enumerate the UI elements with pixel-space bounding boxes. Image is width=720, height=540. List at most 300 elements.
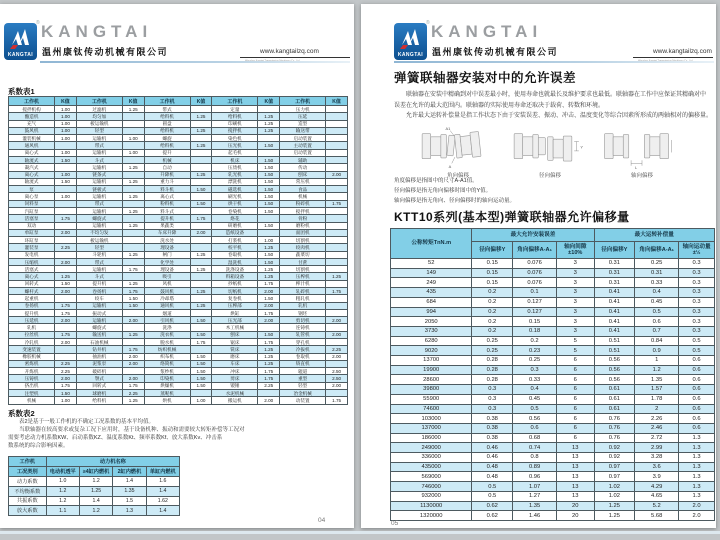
table-cell <box>55 266 77 273</box>
table-cell: 2.99 <box>635 443 679 453</box>
table-cell: 3 <box>557 326 594 336</box>
column-header: 工作机 <box>9 97 55 106</box>
website-url: www.kangtailzq.com <box>653 48 712 55</box>
table-cell: 2.00 <box>122 317 144 324</box>
ktt10-subheader: 径向偏移Y <box>472 242 513 259</box>
table-cell: 刨床 <box>280 171 326 178</box>
table-cell: 2.50 <box>326 375 348 382</box>
column-header: K值 <box>122 97 144 106</box>
table-cell: 1.25 <box>258 353 280 360</box>
table-cell: 1.25 <box>122 164 144 171</box>
table-cell: 0.46 <box>472 453 513 463</box>
table-cell: 通风机 <box>9 142 55 149</box>
table-cell: 斗轮机 <box>76 251 122 258</box>
table-cell: 烙花 <box>212 215 258 222</box>
table-row <box>9 113 348 120</box>
table-cell: 1.75 <box>190 339 212 346</box>
table-cell: 2.50 <box>326 368 348 375</box>
table-cell <box>326 127 348 134</box>
table-cell: 0.6 <box>679 385 715 395</box>
table2-notes <box>8 418 343 450</box>
table-cell: 103000 <box>391 414 472 424</box>
table-cell: 1.50 <box>258 156 280 163</box>
table-cell: 249 <box>391 278 472 288</box>
table-cell: 2.00 <box>122 353 144 360</box>
table-cell: 1.50 <box>190 186 212 193</box>
table-cell: 1.27 <box>513 491 557 501</box>
table-row <box>9 375 348 382</box>
table-cell: 升降机 <box>144 171 190 178</box>
table-cell: 1.25 <box>190 113 212 120</box>
table-cell: 酿造机 <box>9 113 55 120</box>
table-row <box>391 336 715 346</box>
table-cell: 1.25 <box>122 193 144 200</box>
table-cell: 给料机 <box>144 127 190 134</box>
table-cell: 0.31 <box>594 259 635 269</box>
table-cell: 1.50 <box>55 156 77 163</box>
table-cell: 离心式 <box>9 171 55 178</box>
table-cell: 脱水机 <box>144 339 190 346</box>
table-cell: 起毛机 <box>212 149 258 156</box>
table-cell <box>190 237 212 244</box>
table-cell: 1.75 <box>258 375 280 382</box>
table-cell: 2.25 <box>326 346 348 353</box>
table-cell: 洗水处 <box>144 237 190 244</box>
table-cell: 运输机 <box>76 193 122 200</box>
table-cell: 6 <box>557 356 594 366</box>
table-cell: 1.02 <box>594 491 635 501</box>
table-row <box>9 135 348 142</box>
table-cell: 0.46 <box>472 443 513 453</box>
table-cell: 打浆机 <box>212 237 258 244</box>
coefficient-table-2 <box>8 456 180 516</box>
table-row <box>9 317 348 324</box>
table-cell: 2.46 <box>635 423 679 433</box>
table-cell: 1.50 <box>258 207 280 214</box>
table-cell <box>55 200 77 207</box>
table-cell: 离心式 <box>9 149 55 156</box>
ktt10-group-header-operating: 最大运转补偿量 <box>594 229 715 242</box>
table-cell: 搬运机 <box>212 397 258 405</box>
table-cell <box>258 389 280 396</box>
table-cell: 5.2 <box>635 501 679 511</box>
table-cell: 给料机 <box>144 113 190 120</box>
table-cell: 1.25 <box>190 302 212 309</box>
table-cell: 食品 <box>280 186 326 193</box>
table-row <box>391 307 715 317</box>
alignment-section-title: 弹簧联轴器安装对中的允许误差 <box>394 71 577 85</box>
registered-mark: ® <box>426 20 430 26</box>
table-cell: 2.00 <box>326 353 348 360</box>
table-cell: 提升机 <box>144 215 190 222</box>
table-cell <box>258 229 280 236</box>
table-cell: 0.2 <box>472 307 513 317</box>
note-line: 当联轴器在较高要求或复杂工况下应用时，基于设备机种、振动和需要较大转矩补偿等工况对 <box>19 427 245 433</box>
table-cell: 1.25 <box>122 178 144 185</box>
table-cell: 运输机 <box>76 135 122 142</box>
table-cell: 启动装置 <box>280 135 326 142</box>
note-line: 需要考虑动力机系数KW、启动系数KZ、温度系数Kt、频率系数Kf、放大系数Kv、冲击系 <box>8 435 223 441</box>
column-header: K值 <box>190 97 212 106</box>
table-cell: 1.62 <box>146 496 179 506</box>
table-cell: 0.3 <box>679 278 715 288</box>
table-cell: 带式 <box>76 200 122 207</box>
table-cell: 洗涤设备 <box>212 266 258 273</box>
table-cell: 1.25 <box>122 331 144 338</box>
table1-body <box>9 106 348 405</box>
table-row <box>9 309 348 316</box>
table-cell: 0.48 <box>472 472 513 482</box>
table-cell: 0.25 <box>472 346 513 356</box>
table-cell: 1.4 <box>146 486 179 496</box>
table-cell: 1.5 <box>113 496 146 506</box>
table-cell: 0.15 <box>472 268 513 278</box>
table-cell: 1.25 <box>190 171 212 178</box>
table-cell: 0.5 <box>635 307 679 317</box>
table-row <box>391 288 715 298</box>
table-cell: 1.75 <box>122 288 144 295</box>
table-row <box>9 258 348 265</box>
table-row <box>9 142 348 149</box>
table-cell: 2.00 <box>258 302 280 309</box>
table-cell: 连铸机 <box>280 324 326 331</box>
table-cell: 0.127 <box>513 297 557 307</box>
table-cell: 1.00 <box>122 149 144 156</box>
table-cell: 5.68 <box>635 511 679 521</box>
table-cell <box>326 222 348 229</box>
table-cell: 0.76 <box>594 433 635 443</box>
table-cell: 运输机 <box>76 149 122 156</box>
table-cell: 0.6 <box>679 404 715 414</box>
table-cell: 1.25 <box>258 360 280 367</box>
table-cell: 0.31 <box>635 268 679 278</box>
table2-subheader: 工况类别 <box>9 467 47 477</box>
table-cell: 0.8 <box>513 453 557 463</box>
table-cell: 钻井机 <box>76 346 122 353</box>
table-cell: 0.18 <box>513 326 557 336</box>
table-cell: 1.25 <box>122 397 144 405</box>
table-cell: 卷扬机 <box>76 288 122 295</box>
table-cell <box>326 360 348 367</box>
misalignment-diagrams <box>419 124 681 179</box>
table-cell: 5 <box>557 336 594 346</box>
column-header: K值 <box>326 97 348 106</box>
table-cell <box>190 222 212 229</box>
column-header: 工作机 <box>280 97 326 106</box>
table-cell: 1.75 <box>326 200 348 207</box>
table-row <box>9 237 348 244</box>
table-cell <box>190 178 212 185</box>
table-cell: 磨床 <box>212 353 258 360</box>
table-cell: 2.00 <box>122 360 144 367</box>
table-row <box>9 200 348 207</box>
table-row <box>391 482 715 492</box>
table-cell: 149 <box>391 268 472 278</box>
table-cell: 1.50 <box>258 251 280 258</box>
scan-edge-strip <box>0 531 720 534</box>
table-cell: 化学处 <box>144 258 190 265</box>
table-cell: 球磨机 <box>76 389 122 396</box>
table-cell: 13 <box>557 443 594 453</box>
table-row <box>9 346 348 353</box>
table-cell: 输送带 <box>280 127 326 134</box>
table-cell: 冷拔机 <box>280 346 326 353</box>
table-cell: 2.00 <box>122 375 144 382</box>
table-cell: 风机 <box>144 280 190 287</box>
table-cell <box>326 164 348 171</box>
registered-mark: ® <box>36 20 40 26</box>
table-cell: 卷取机 <box>280 353 326 360</box>
table-cell: 1.1 <box>46 506 79 516</box>
table-cell: 钢坯 <box>280 309 326 316</box>
table-cell: 轧光机 <box>212 171 258 178</box>
table-cell: 3730 <box>391 326 472 336</box>
table-cell: 0.97 <box>594 462 635 472</box>
table-cell: 烘缸 <box>212 309 258 316</box>
table-cell: 1.00 <box>122 135 144 142</box>
table-cell: 机械 <box>9 397 55 405</box>
table-cell: 运输机 <box>76 164 122 171</box>
table-cell <box>326 389 348 396</box>
table-cell <box>190 193 212 200</box>
table-cell <box>258 106 280 113</box>
table-cell: 离心式 <box>9 273 55 280</box>
dim-label-a1: A1 <box>445 125 451 131</box>
table-cell: 6 <box>557 394 594 404</box>
table-cell: 1.75 <box>55 382 77 389</box>
table-cell: 1.50 <box>190 382 212 389</box>
table-cell: 1.75 <box>258 368 280 375</box>
table-row <box>9 156 348 163</box>
table-cell: 鼓风机 <box>144 288 190 295</box>
table-cell: 137000 <box>391 423 472 433</box>
table-cell: 1.50 <box>258 200 280 207</box>
table-cell: 锯床 <box>212 339 258 346</box>
table-cell: 28600 <box>391 375 472 385</box>
table-cell: 0.61 <box>594 394 635 404</box>
table-cell: 给料机 <box>144 142 190 149</box>
table-cell: 轻型 <box>76 127 122 134</box>
table-cell: 1.4 <box>146 506 179 516</box>
table-cell: 0.3 <box>472 385 513 395</box>
table-cell: 435 <box>391 288 472 298</box>
ktt10-group-header-install: 最大允许安装误差 <box>472 229 594 242</box>
table-row <box>9 186 348 193</box>
table-cell: 闸门 <box>144 251 190 258</box>
table-cell: 1.2 <box>46 486 79 496</box>
table-cell: 通风机 <box>144 302 190 309</box>
table-cell: 1.0 <box>46 477 79 487</box>
table-cell: 1.75 <box>55 302 77 309</box>
table-cell: 0.5 <box>472 491 513 501</box>
table-row <box>9 215 348 222</box>
table-cell <box>326 186 348 193</box>
table-cell: 1.78 <box>635 394 679 404</box>
angular-misalignment-diagram <box>419 124 497 179</box>
table-row <box>9 389 348 396</box>
table-cell: 20 <box>557 511 594 521</box>
intro-line: 联轴器在安装中精确到对中误差最小时，使用寿命也就最长及维护要求也最低。联轴器在工作中应保证其精确对中 <box>406 92 707 98</box>
table-cell: 引风机 <box>144 317 190 324</box>
table-cell: 0.41 <box>594 288 635 298</box>
table-cell: 不均衡系数 <box>9 486 47 496</box>
table-cell <box>326 302 348 309</box>
table-cell: 0.41 <box>594 297 635 307</box>
table-cell <box>190 149 212 156</box>
table-cell: 1.50 <box>258 193 280 200</box>
table-cell: 环缸泵 <box>9 237 55 244</box>
header-rule <box>40 61 350 63</box>
table-cell: 0.56 <box>594 365 635 375</box>
table-cell: 2.25 <box>122 389 144 396</box>
table-cell: 13 <box>557 491 594 501</box>
table-cell: 2.00 <box>258 288 280 295</box>
table-cell: 1.75 <box>122 266 144 273</box>
table-cell: 螺旋 <box>144 135 190 142</box>
table-cell: 0.62 <box>472 501 513 511</box>
table-cell: 0.33 <box>635 278 679 288</box>
table-cell <box>55 164 77 171</box>
table-cell: 6 <box>557 404 594 414</box>
table-cell: 569000 <box>391 472 472 482</box>
table-cell: 剪切机 <box>280 317 326 324</box>
table-cell: 1.50 <box>190 317 212 324</box>
table-cell: 0.15 <box>472 278 513 288</box>
table-cell: 发电机 <box>9 251 55 258</box>
table-cell: 过滤机 <box>76 106 122 113</box>
table-cell: 造型 <box>280 120 326 127</box>
table-cell: 932000 <box>391 491 472 501</box>
table-cell: 提升机 <box>9 309 55 316</box>
table-cell: 4.29 <box>635 482 679 492</box>
table-cell: 0.3 <box>513 365 557 375</box>
table-cell: 2.00 <box>55 288 77 295</box>
table-cell <box>55 324 77 331</box>
table-row <box>9 106 348 113</box>
table-cell: 重型 <box>280 375 326 382</box>
table-cell <box>55 237 77 244</box>
table-cell: 0.1 <box>513 288 557 298</box>
table-cell <box>190 280 212 287</box>
table-cell <box>122 309 144 316</box>
table-cell: 1.07 <box>513 482 557 492</box>
table-cell <box>326 237 348 244</box>
brand-name-en: KANGTAI <box>431 22 543 41</box>
table-cell <box>55 222 77 229</box>
table-cell: 1.50 <box>55 280 77 287</box>
table-cell: 螺杆式 <box>9 288 55 295</box>
table-row <box>391 356 715 366</box>
table-cell: 0.96 <box>513 472 557 482</box>
table-cell <box>122 200 144 207</box>
table-cell: 0.2 <box>472 288 513 298</box>
table-cell: 0.48 <box>472 462 513 472</box>
table-cell: 压延机 <box>9 317 55 324</box>
table-cell: 0.3 <box>679 297 715 307</box>
table-row <box>9 477 180 487</box>
table-cell: 1.00 <box>55 113 77 120</box>
table-row <box>9 207 348 214</box>
table-row <box>9 302 348 309</box>
table-cell: 13 <box>557 453 594 463</box>
table-cell: 0.61 <box>594 385 635 395</box>
table-cell: 研磨机 <box>212 222 258 229</box>
table2-subheader: 电动机透平 <box>46 467 79 477</box>
table-cell: 烘燥机 <box>144 382 190 389</box>
table-cell: 2.00 <box>55 339 77 346</box>
table-cell: 粗轧机 <box>280 295 326 302</box>
table-cell: 435000 <box>391 462 472 472</box>
table-cell: 机械 <box>280 193 326 200</box>
table-cell: 主动装置 <box>280 142 326 149</box>
kangtai-logo-icon <box>394 23 427 60</box>
table-cell: 0.15 <box>513 317 557 327</box>
table-cell: 1320000 <box>391 511 472 521</box>
table-cell: 0.3 <box>679 268 715 278</box>
table-cell: 压铸机 <box>9 375 55 382</box>
table-cell: 粉碎机 <box>280 200 326 207</box>
table-cell <box>190 156 212 163</box>
table-cell: 挤出机 <box>9 382 55 389</box>
table-cell <box>55 251 77 258</box>
table-cell: 2.00 <box>190 229 212 236</box>
table-cell: 0.6 <box>679 423 715 433</box>
table-cell: 切割机 <box>280 237 326 244</box>
table-cell: 1.00 <box>55 149 77 156</box>
table-cell: 1.00 <box>55 127 77 134</box>
table-cell <box>55 207 77 214</box>
table-cell: 0.3 <box>679 317 715 327</box>
table-cell: 6280 <box>391 336 472 346</box>
table-cell: 饲料泵 <box>9 200 55 207</box>
table-row <box>391 491 715 501</box>
ktt10-table-body <box>391 259 715 521</box>
table-cell: 1.6 <box>146 477 179 487</box>
table-cell <box>326 309 348 316</box>
table-cell <box>122 273 144 280</box>
table-cell: 卷染机 <box>212 207 258 214</box>
table-cell: 1.25 <box>258 273 280 280</box>
table-cell: 活塞式 <box>9 266 55 273</box>
table-cell: 机械 <box>144 156 190 163</box>
table-cell: 链条式 <box>76 171 122 178</box>
dim-label-l: L <box>634 164 638 170</box>
table-row <box>391 433 715 443</box>
table-row <box>9 324 348 331</box>
table-cell: 0.56 <box>513 414 557 424</box>
table-cell: 186000 <box>391 433 472 443</box>
table-cell: 1.3 <box>679 491 715 501</box>
table-cell: 0.41 <box>594 317 635 327</box>
table-row <box>9 288 348 295</box>
table-cell: 0.076 <box>513 278 557 288</box>
table-cell: 249000 <box>391 443 472 453</box>
table-cell: 1.25 <box>122 280 144 287</box>
table-cell: 1.50 <box>258 186 280 193</box>
table-cell: 52 <box>391 259 472 269</box>
table-cell: 0.5 <box>679 336 715 346</box>
note-line: 表2是基于一般工作机的不确定工况系数的基本平均值。 <box>19 419 155 425</box>
table-cell: 颚式 <box>76 375 122 382</box>
table-row <box>391 297 715 307</box>
table-cell: 料斗机 <box>144 186 190 193</box>
table-row <box>9 496 180 506</box>
table-row <box>391 317 715 327</box>
website-url: www.kangtailzq.com <box>260 48 319 55</box>
url-underline <box>240 57 350 58</box>
table-cell: 1.25 <box>258 244 280 251</box>
table-cell: 轴流式 <box>9 178 55 185</box>
